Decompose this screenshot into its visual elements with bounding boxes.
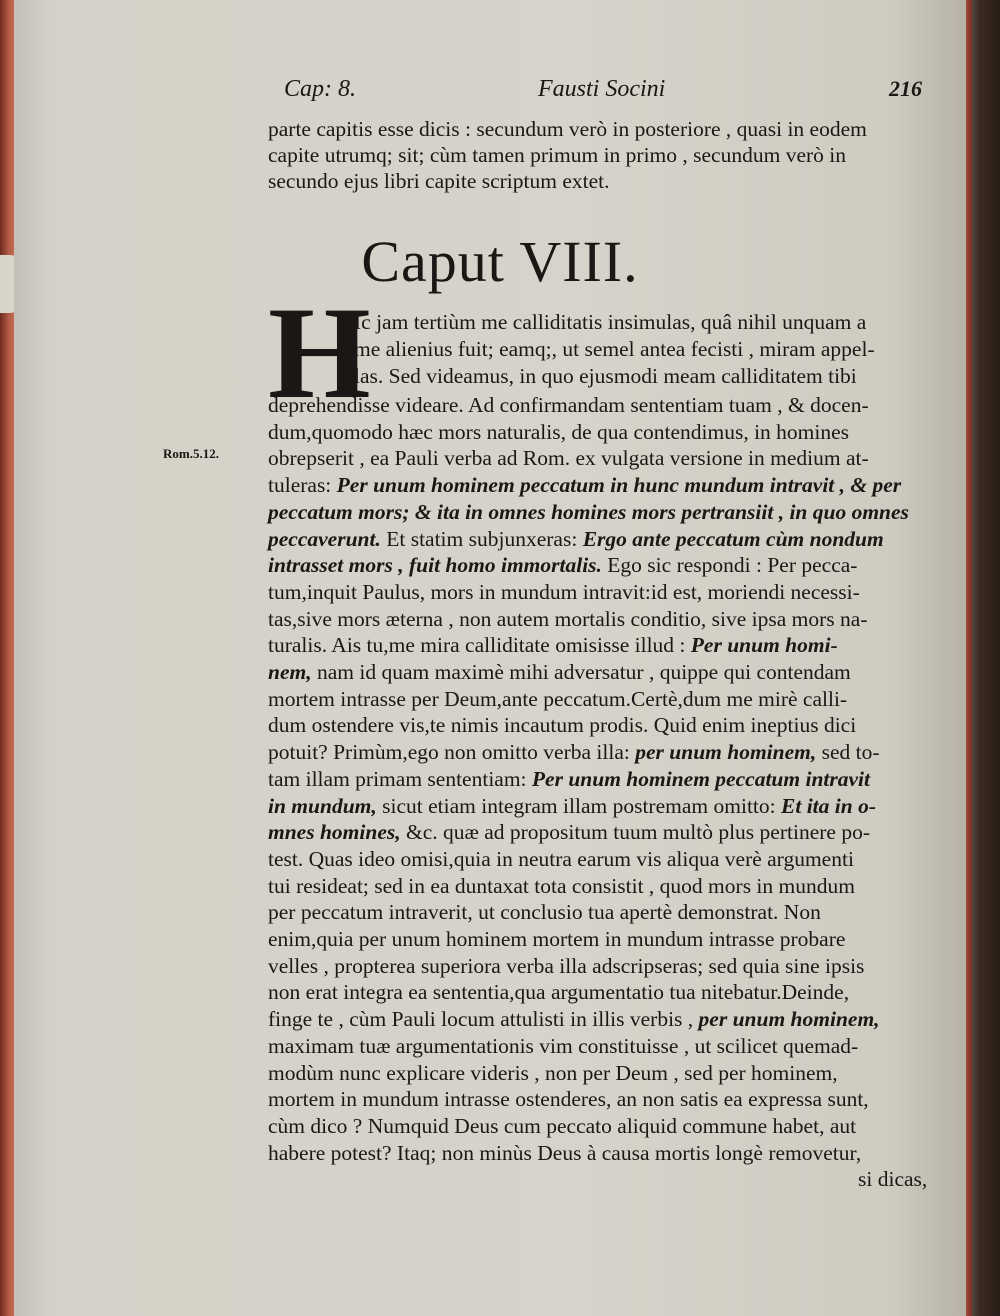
text-run: dum,quomodo hæc mors naturalis, de qua contendimus, in homines — [268, 419, 850, 444]
running-header — [270, 76, 930, 110]
text-line-top-2: capite utrumq; sit; cùm tamen primum in primo , secundum verò in — [268, 143, 847, 167]
body-line — [268, 606, 868, 632]
text-run: velles , propterea superiora verba illa adscripseras; sed quia sine ipsis — [268, 953, 865, 978]
text-run: tuleras: — [268, 473, 337, 498]
text-run: nam id quam maximè mihi adversatur , quippe qui contendam — [311, 660, 851, 684]
italic-quote: Ergo ante peccatum cùm nondum — [582, 526, 884, 551]
catchword: si dicas, — [858, 1167, 928, 1191]
body-line — [268, 1033, 858, 1059]
text-run: obrepserit , ea Pauli verba ad Rom. ex vulgata versione in medium at- — [268, 446, 869, 471]
body-line — [268, 686, 847, 712]
text-run: tum,inquit Paulus, mors in mundum intravit:id est, moriendi necessi- — [268, 579, 860, 604]
text-run: potuit? Primùm,ego non omitto verba illa: — [268, 740, 636, 765]
body-line — [268, 1086, 869, 1112]
italic-quote: Per unum hominem peccatum in hunc mundum intravit , & per — [336, 473, 902, 498]
text-run: tam illam primam sententiam: — [268, 766, 532, 791]
body-line — [268, 1006, 880, 1032]
text-run: maximam tuæ argumentationis vim constituisse , ut scilicet quemad- — [268, 1033, 859, 1058]
text-run: habere potest? Itaq; non minùs Deus à causa mortis longè removetur, — [268, 1140, 862, 1165]
text-run: tas,sive mors æterna , non autem mortalis conditio, sive ipsa mors na- — [268, 606, 868, 631]
body-line — [268, 579, 860, 605]
body-line — [268, 899, 821, 925]
body-line — [268, 499, 909, 525]
italic-quote: Per unum homi- — [690, 633, 838, 658]
body-line — [268, 419, 849, 445]
text-run: turalis. Ais tu,me mira calliditate omisisse illud : — [268, 633, 691, 658]
text-run: finge te , cùm Pauli locum attulisti in illis verbis , — [268, 1007, 699, 1032]
body-line — [268, 953, 864, 979]
book-edge-right — [966, 0, 1000, 1316]
body-line — [268, 793, 876, 819]
text-run: per peccatum intraverit, ut conclusio tua apertè demonstrat. Non — [268, 900, 821, 925]
italic-quote: peccaverunt. — [268, 526, 381, 551]
italic-quote: per unum hominem, — [698, 1007, 880, 1032]
drop-cap: H — [268, 279, 371, 426]
italic-quote: Per unum hominem peccatum intravit — [531, 766, 870, 791]
header-author: Fausti Socini — [538, 76, 666, 102]
italic-quote: in mundum, — [268, 793, 377, 818]
text-run: Ego sic respondi : Per pecca- — [601, 553, 858, 578]
text-run: test. Quas ideo omisi,quia in neutra earum vis aliqua verè argumenti — [268, 846, 854, 871]
body-line — [268, 873, 855, 899]
text-run: mortem intrasse per Deum,ante peccatum.Certè,dum me mirè calli- — [268, 686, 848, 711]
text-run: &c. quæ ad propositum tuum multò plus pertinere po- — [400, 820, 870, 845]
text-run: deprehendisse videare. Ad confirmandam sententiam tuam , & docen- — [268, 393, 869, 417]
body-line — [268, 472, 901, 498]
italic-quote: peccatum mors; & ita in omnes homines mors pertransiit , in quo omnes — [268, 499, 909, 524]
text-run: modùm nunc explicare videris , non per Deum , sed per hominem, — [268, 1060, 838, 1085]
body-line — [268, 1060, 838, 1086]
body-line — [268, 445, 869, 471]
body-line — [268, 552, 857, 578]
body-line — [268, 659, 851, 685]
body-line — [268, 1140, 861, 1166]
text-run: non erat integra ea sententia,qua argumentatio tua nitebatur.Deinde, — [268, 980, 850, 1005]
italic-quote: intrasset mors , fuit homo immortalis. — [268, 553, 602, 578]
text-run: cùm dico ? Numquid Deus cum peccato aliquid commune habet, aut — [268, 1113, 857, 1138]
text-run: sicut etiam integram illam postremam omitto: — [376, 793, 781, 818]
italic-quote: mnes homines, — [268, 820, 401, 845]
body-line — [268, 1113, 856, 1139]
dropcap-line-3: las. Sed videamus, in quo ejusmodi meam calliditatem tibi — [354, 364, 857, 388]
margin-note: Rom.5.12. — [163, 446, 219, 461]
text-run: sed to- — [816, 740, 880, 765]
text-run: enim,quia per unum hominem mortem in mundum intrasse probare — [268, 927, 846, 951]
text-run: Et statim subjunxeras: — [380, 526, 583, 551]
body-line — [268, 712, 856, 738]
italic-quote: nem, — [268, 660, 312, 684]
body-line — [268, 846, 854, 872]
dropcap-line-1: Ic jam tertiùm me calliditatis insimulas, quâ nihil unquam a — [354, 310, 867, 334]
body-line — [268, 766, 870, 792]
body-line — [268, 632, 838, 658]
book-red-edge — [966, 0, 972, 1316]
text-run: mortem in mundum intrasse ostenderes, an non satis ea expressa sunt, — [268, 1087, 869, 1112]
chapter-title: Caput VIII. — [361, 229, 639, 294]
header-chapter-ref: Cap: 8. — [284, 76, 356, 102]
body-line — [268, 819, 870, 845]
body-line — [268, 979, 849, 1005]
italic-quote: per unum hominem, — [635, 740, 817, 765]
body-line — [268, 526, 884, 552]
page-number: 216 — [889, 76, 922, 101]
text-line-top-3: secundo ejus libri capite scriptum extet. — [268, 169, 610, 193]
text-run: dum ostendere vis,te nimis incautum prodis. Quid enim ineptius dici — [268, 713, 857, 738]
dropcap-line-2: me alienius fuit; eamq;, ut semel antea fecisti , miram appel- — [354, 337, 875, 361]
text-line-top-1: parte capitis esse dicis : secundum verò in posteriore , quasi in eodem — [268, 117, 867, 141]
body-line — [268, 926, 845, 952]
book-fore-edge-left — [0, 0, 14, 1316]
body-line — [268, 392, 869, 418]
text-run: tui resideat; sed in ea duntaxat tota consistit , quod mors in mundum — [268, 873, 855, 898]
body-line — [268, 739, 880, 765]
italic-quote: Et ita in o- — [781, 793, 876, 818]
